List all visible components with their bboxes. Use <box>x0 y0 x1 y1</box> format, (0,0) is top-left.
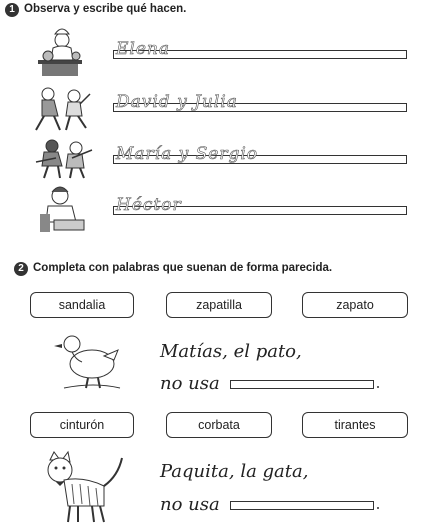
running-kids-icon <box>30 84 94 134</box>
answer-blank-2[interactable] <box>230 501 374 510</box>
exercise-number-2: 2 <box>14 262 28 276</box>
exercise-1-instruction: Observa y escribe qué hacen. <box>24 3 187 15</box>
traced-name-2: David y Julia <box>116 92 238 112</box>
traced-name-3: María y Sergio <box>116 144 259 164</box>
answer-blank-1[interactable] <box>230 380 374 389</box>
cat-icon <box>40 450 126 526</box>
period-2 <box>377 507 379 509</box>
word-option-zapato[interactable]: zapato <box>302 292 408 318</box>
sentence-2-line-2: no usa <box>160 494 220 515</box>
cook-icon <box>36 26 88 80</box>
period-1 <box>377 386 379 388</box>
word-option-corbata[interactable]: corbata <box>166 412 272 438</box>
word-option-zapatilla[interactable]: zapatilla <box>166 292 272 318</box>
traced-name-1: Elena <box>116 39 170 59</box>
exercise-number-1: 1 <box>5 3 19 17</box>
playing-kids-icon <box>32 136 96 182</box>
word-option-tirantes[interactable]: tirantes <box>302 412 408 438</box>
word-option-sandalia[interactable]: sandalia <box>30 292 134 318</box>
writing-boy-icon <box>38 184 88 236</box>
sentence-2-line-1: Paquita, la gata, <box>160 461 309 482</box>
duck-icon <box>54 330 124 392</box>
sentence-1-line-1: Matías, el pato, <box>160 341 302 362</box>
sentence-1-line-2: no usa <box>160 373 220 394</box>
word-option-cinturon[interactable]: cinturón <box>30 412 134 438</box>
traced-name-4: Héctor <box>116 195 182 215</box>
exercise-2-instruction: Completa con palabras que suenan de forma parecida. <box>33 262 333 274</box>
